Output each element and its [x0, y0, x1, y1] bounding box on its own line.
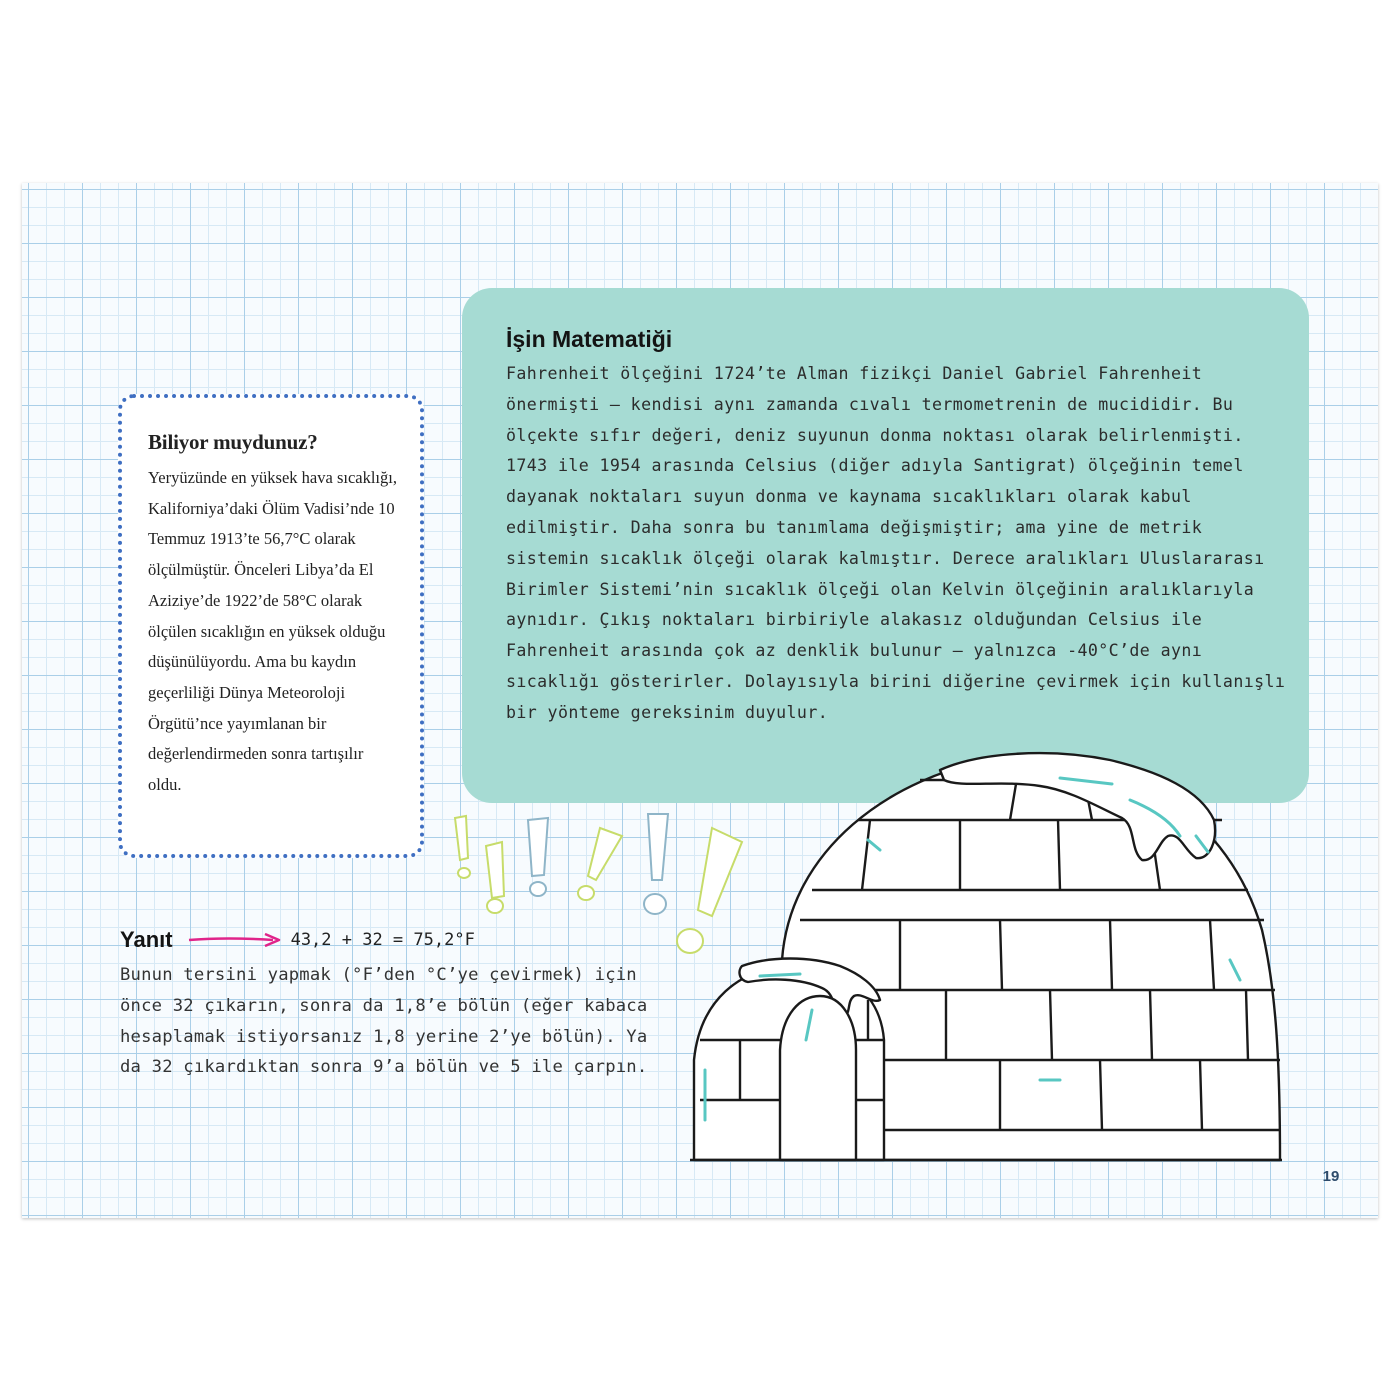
- answer-label: Yanıt: [120, 927, 173, 952]
- arrow-right-icon: [187, 932, 285, 948]
- math-box-title: İşin Matematiği: [506, 326, 673, 352]
- answer-section: [120, 924, 660, 1083]
- did-you-know-box: [118, 394, 424, 858]
- did-you-know-title: Biliyor muydunuz?: [148, 430, 318, 454]
- answer-equation: 43,2 + 32 = 75,2°F: [290, 930, 475, 950]
- math-box-text: Fahrenheit ölçeğini 1724’te Alman fizikçi Daniel Gabriel Fahrenheit önermişti – kendisi aynı zamanda cıvalı termometrenin de mucididir. Bu ölçekte sıfır değeri, deniz suyunun donma noktası olarak belirlenmişti. 1743 ile 1954 arasında Celsius (diğer adıyla Santigrat) ölçeğinin temel dayanak noktaları suyun donma ve kaynama sıcaklıkları olarak kabul edilmiştir. Daha sonra bu tanımlama değişmiştir; ama yine de metrik sistemin sıcaklık ölçeği olarak kalmıştır. Derece aralıkları Uluslararası Birimler Sistemi’nin sıcaklık ölçeği olan Kelvin ölçeğinin aralıklarıyla aynıdır. Çıkış noktaları birbiriyle alakasız olduğundan Celsius ile Fahrenheit arasında çok az denklik bulunur – yalnızca -40°C’de aynı sıcaklığı gösterirler. Dolayısıyla birini diğerine çevirmek için kullanışlı bir yönteme gereksinim duyulur.: [506, 364, 1286, 722]
- math-info-box: [462, 288, 1309, 803]
- did-you-know-text: Yeryüzünde en yüksek hava sıcaklığı, Kaliforniya’daki Ölüm Vadisi’nde 10 Temmuz 1913’te 56,7°C olarak ölçülmüştür. Önceleri Libya’da El Aziziye’de 1922’de 58°C olarak ölçülen sıcaklığın en yüksek olduğu düşünülüyordu. Ama bu kaydın geçerliliği Dünya Meteoroloji Örgütü’nce yayımlanan bir değerlendirmeden sonra tartışılır oldu.: [148, 468, 397, 795]
- page-number: 19: [1322, 1168, 1340, 1185]
- answer-text: Bunun tersini yapmak (°F’den °C’ye çevirmek) için önce 32 çıkarın, sonra da 1,8’e bölün (eğer kabaca hesaplamak istiyorsanız 1,8 yerine 2’ye bölün). Ya da 32 çıkardıktan sonra 9’a bölün ve 5 ile çarpın.: [120, 965, 648, 1078]
